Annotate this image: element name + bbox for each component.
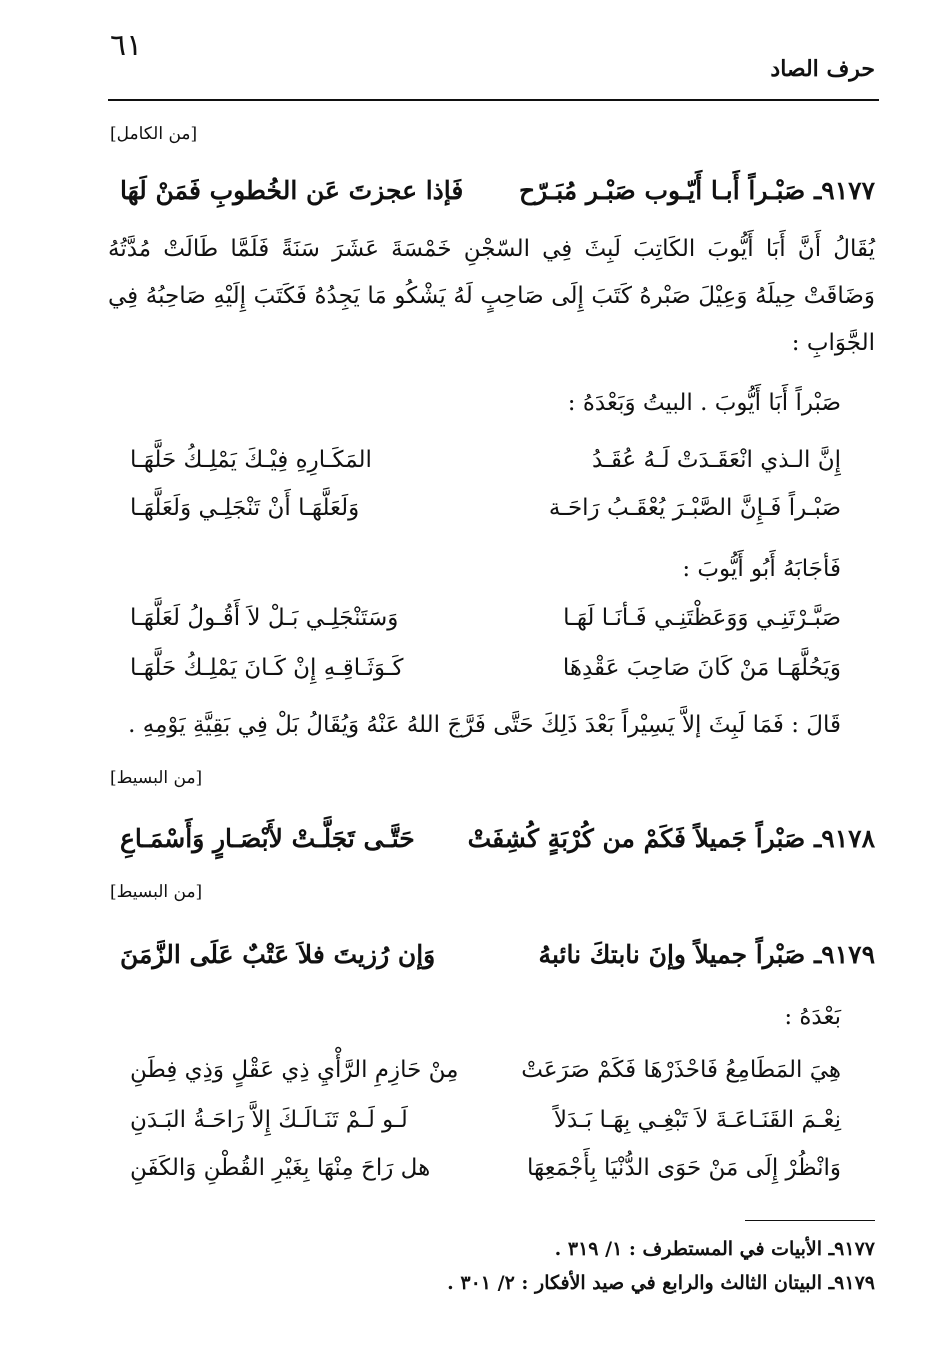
poem-first-hemistich: إِنَّ الـذي انْعَقَـدَتْ لَـهُ عُقَـدُ bbox=[592, 447, 841, 473]
poem-line bbox=[130, 438, 841, 482]
poem-line bbox=[130, 486, 841, 530]
poem-first-hemistich: صَبَّـرْتَنِـي وَوَعَظْتَنِـي فَـأنَـا لَهَـا bbox=[563, 605, 841, 631]
verse-second-hemistich: وَإن رُزيتَ فلاَ عَتْبٌ عَلَى الزَّمَنَ bbox=[120, 940, 436, 969]
poem-line bbox=[130, 1146, 841, 1190]
running-head: حرف الصاد bbox=[770, 56, 875, 82]
narrative-paragraph: يُقَالُ أَنَّ أَبَا أَيُّوبَ الكَاتِبَ لَبِثَ فِي السّجْنِ خَمْسَةَ عَشَرَ سَنَةً فَلَمَّا طَالَتْ مُدَّتُهُ وَضَاقَتْ حِيلَهُ وَعِيْلَ صَبْرهُ كَتَبَ إِلَى صَاحِبٍ لَهُ يَشْكُو مَا يَجِدُهُ فَكَتَبَ إِلَيْهِ صَاحِبُهُ فِي الجَّوَابِ : bbox=[108, 236, 875, 356]
verse-second-hemistich: حَتَّـى تَجَلَّـتْ لأَبْصَـارٍ وَأَسْمَـاعِ bbox=[120, 824, 415, 853]
header-rule bbox=[108, 99, 879, 101]
verse-9177 bbox=[120, 166, 875, 216]
verse-9179 bbox=[120, 930, 875, 980]
footnote: ٩١٧٩ـ البيتان الثالث والرابع في صيد الأفكار : ٢/ ٣٠١ . bbox=[447, 1272, 875, 1294]
meter-label: [من البسيط] bbox=[110, 768, 203, 788]
poem-first-hemistich: صَبْـراً فَـإِنَّ الصَّبْـرَ يُعْقَـبُ رَاحَـة bbox=[548, 495, 841, 521]
poem-second-hemistich: مِنْ حَازِمِ الرَّأْيِ ذِي عَقْلٍ وَذِي فِطَنِ bbox=[130, 1057, 459, 1083]
verse-9178 bbox=[120, 814, 875, 864]
poem-first-hemistich: هِيَ المَطَامِعُ فَاحْذَرْهَا فَكَمْ صَرَعَتْ bbox=[521, 1057, 841, 1083]
intro-line: بَعْدَهُ : bbox=[784, 1004, 841, 1030]
intro-line: فَأجَابَهُ أَبُو أَيُّوبَ : bbox=[682, 556, 841, 582]
meter-label: [من البسيط] bbox=[110, 882, 203, 902]
poem-first-hemistich: وَانْظُرْ إِلَى مَنْ حَوَى الدُّنْيَا بِأَجْمَعِهَا bbox=[527, 1155, 841, 1181]
verse-first-hemistich: ٩١٧٨ـ صَبْراً جَميلاً فَكَمْ من كُرْبَةٍ كُشِفَتْ bbox=[467, 824, 875, 853]
verse-first-hemistich: ٩١٧٧ـ صَبْـراً أَبـا أَيّـوب صَبْـر مُبَـرّح bbox=[518, 176, 875, 205]
poem-second-hemistich: وَسَتَنْجَلِـي بَـلْ لاَ أَقُـولُ لَعَلَّهَـا bbox=[130, 605, 399, 631]
meter-label: [من الكامل] bbox=[110, 124, 198, 144]
poem-second-hemistich: المَكَـارِهِ فِيْـكَ يَمْلِـكُ حَلَّهَـا bbox=[130, 447, 372, 473]
poem-line bbox=[130, 1048, 841, 1092]
poem-line bbox=[130, 596, 841, 640]
poem-line bbox=[130, 1098, 841, 1142]
poem-first-hemistich: نِعْـمَ القَنَـاعَـةَ لاَ تَبْغِـي بِهَـا بَـدَلاً bbox=[553, 1107, 841, 1133]
footnote: ٩١٧٧ـ الأبيات في المستطرف : ١/ ٣١٩ . bbox=[554, 1238, 875, 1260]
closing-line: قَالَ : فَمَا لَبِثَ إلاَّ يَسِيْراً بَعْدَ ذَلِكَ حَتَّى فَرَّجَ اللهُ عَنْهُ وَيُقَالُ بَلْ فِي بَقِيَّةِ يَوْمِهِ . bbox=[128, 712, 841, 738]
verse-first-hemistich: ٩١٧٩ـ صَبْراً جميلاً وإنَ نابتكَ نائبهُ bbox=[538, 940, 875, 969]
poem-second-hemistich: هل رَاحَ مِنْهَا بِغَيْرِ القُطْنِ وَالكَفَنِ bbox=[130, 1155, 431, 1181]
poem-second-hemistich: كَـوَثَـاقِـهِ إِنْ كَـانَ يَمْلِـكُ حَلَّهَـا bbox=[130, 655, 404, 681]
poem-first-hemistich: وَيَحُلَّهَـا مَنْ كَانَ صَاحِبَ عَقْدِهَا bbox=[562, 655, 841, 681]
footnote-rule bbox=[745, 1220, 875, 1221]
intro-line: صَبْراً أَبَا أَيُّوبَ . البيتُ وَبَعْدَهُ : bbox=[567, 390, 841, 416]
verse-second-hemistich: فَإذا عجزتَ عَن الخُطوبِ فَمَنْ لَهَا bbox=[120, 176, 464, 205]
poem-second-hemistich: لَـو لَـمْ تَنَـالَـكَ إِلاَّ رَاحَـةُ البَـدَنِ bbox=[130, 1107, 408, 1133]
poem-second-hemistich: وَلَعَلَّهَـا أَنْ تَنْجَلِـي وَلَعَلَّهَـا bbox=[130, 495, 360, 521]
page-number: ٦١ bbox=[110, 28, 143, 63]
poem-line bbox=[130, 646, 841, 690]
